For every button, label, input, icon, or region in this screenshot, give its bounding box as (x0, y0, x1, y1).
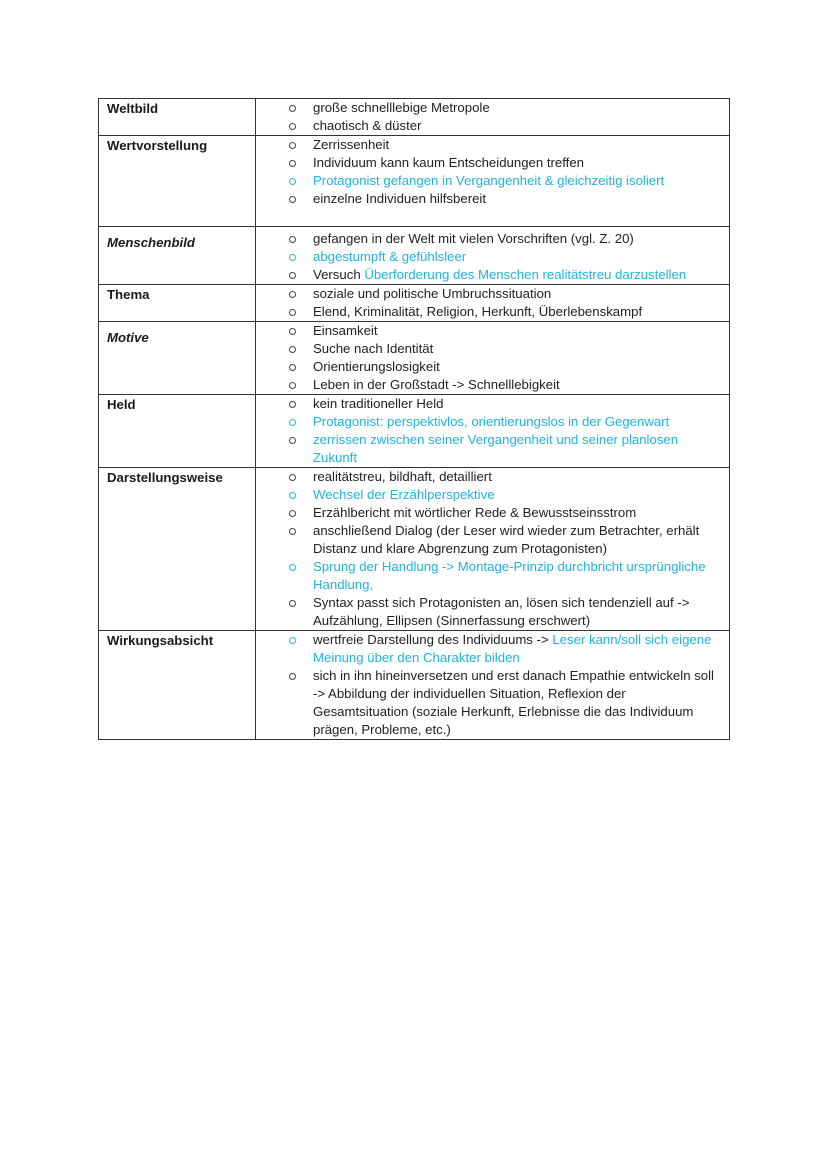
table-row-wertvorstellung (99, 136, 730, 227)
item-text: Erzählbericht mit wörtlicher Rede & Bewusstseinsstrom (313, 505, 637, 520)
row-content (256, 322, 730, 395)
bullet-list (256, 230, 721, 284)
circle-bullet-icon (289, 346, 296, 353)
list-item (256, 230, 721, 248)
row-content (256, 136, 730, 227)
circle-bullet-icon (289, 254, 296, 261)
circle-bullet-icon (289, 272, 296, 279)
row-label: Darstellungsweise (99, 468, 256, 631)
row-content (256, 468, 730, 631)
item-text: Orientierungslosigkeit (313, 359, 440, 374)
item-text: einzelne Individuen hilfsbereit (313, 191, 487, 206)
highlighted-text: Sprung der Handlung -> Montage-Prinzip durchbricht ursprüngliche Handlung, (313, 559, 706, 592)
row-content (256, 227, 730, 285)
circle-bullet-icon (289, 382, 296, 389)
row-label: Weltbild (99, 99, 256, 136)
bullet-list (256, 99, 721, 135)
list-item (256, 340, 721, 358)
circle-bullet-icon (289, 474, 296, 481)
row-label: Wirkungsabsicht (99, 631, 256, 740)
list-item (256, 358, 721, 376)
item-text: Zerrissenheit (313, 137, 390, 152)
item-text: sich in ihn hineinversetzen und erst danach Empathie entwickeln soll (313, 668, 714, 683)
highlighted-text: Leser kann/soll sich eigene Meinung über den Charakter bilden (313, 632, 712, 665)
row-label: Thema (99, 285, 256, 322)
item-text: Elend, Kriminalität, Religion, Herkunft, Überlebenskampf (313, 304, 643, 319)
circle-bullet-icon (289, 142, 296, 149)
list-item (256, 154, 721, 172)
circle-bullet-icon (289, 196, 296, 203)
list-item (256, 522, 721, 558)
list-item (256, 99, 721, 117)
list-item (256, 667, 721, 685)
row-label: Wertvorstellung (99, 136, 256, 227)
list-item (256, 504, 721, 522)
item-text: -> Abbildung der individuellen Situation, Reflexion der Gesamtsituation (soziale Herkunft, Erlebnisse die das Individuum prägen, Probleme, etc.) (313, 686, 694, 737)
circle-bullet-icon (289, 637, 296, 644)
circle-bullet-icon (289, 492, 296, 499)
bullet-list (256, 136, 721, 208)
highlighted-text: Überforderung des Menschen realitätstreu darzustellen (364, 267, 687, 282)
circle-bullet-icon (289, 600, 296, 607)
circle-bullet-icon (289, 309, 296, 316)
circle-bullet-icon (289, 437, 296, 444)
table-row-wirkungsabsicht (99, 631, 730, 740)
item-text: realitätstreu, bildhaft, detailliert (313, 469, 492, 484)
table-row-held (99, 395, 730, 468)
item-text: Suche nach Identität (313, 341, 434, 356)
list-item (256, 322, 721, 340)
table-row-thema (99, 285, 730, 322)
row-content (256, 395, 730, 468)
item-text: Individuum kann kaum Entscheidungen treffen (313, 155, 585, 170)
list-item (256, 558, 721, 594)
circle-bullet-icon (289, 178, 296, 185)
list-item (256, 594, 721, 630)
list-item (256, 395, 721, 413)
bullet-list (256, 395, 721, 467)
circle-bullet-icon (289, 123, 296, 130)
highlighted-text: Protagonist gefangen in Vergangenheit & gleichzeitig isoliert (313, 173, 665, 188)
circle-bullet-icon (289, 236, 296, 243)
table-row-darstellungsweise (99, 468, 730, 631)
list-item (256, 117, 721, 135)
bullet-list (256, 322, 721, 394)
item-text: Einsamkeit (313, 323, 378, 338)
list-item (256, 303, 721, 321)
circle-bullet-icon (289, 401, 296, 408)
circle-bullet-icon (289, 328, 296, 335)
circle-bullet-icon (289, 673, 296, 680)
circle-bullet-icon (289, 105, 296, 112)
list-item (256, 376, 721, 394)
list-item (256, 190, 721, 208)
item-text: große schnelllebige Metropole (313, 100, 490, 115)
item-text: Syntax passt sich Protagonisten an, lösen sich tendenziell auf -> Aufzählung, Ellipsen (Sinnerfassung erschwert) (313, 595, 690, 628)
list-item (256, 248, 721, 266)
row-content (256, 285, 730, 322)
item-text: soziale und politische Umbruchssituation (313, 286, 552, 301)
row-label: Motive (99, 322, 256, 395)
highlighted-text: abgestumpft & gefühlsleer (313, 249, 467, 264)
circle-bullet-icon (289, 510, 296, 517)
highlighted-text: Protagonist: perspektivlos, orientierungslos in der Gegenwart (313, 414, 670, 429)
item-text: Versuch (313, 267, 365, 282)
list-item (256, 431, 721, 467)
circle-bullet-icon (289, 528, 296, 535)
row-content (256, 631, 730, 740)
bullet-list (256, 285, 721, 321)
circle-bullet-icon (289, 160, 296, 167)
list-item (256, 266, 721, 284)
list-item (256, 285, 721, 303)
list-item (256, 631, 721, 667)
row-label: Menschenbild (99, 227, 256, 285)
continuation-text (256, 685, 721, 739)
item-text: Leben in der Großstadt -> Schnelllebigkeit (313, 377, 560, 392)
item-text: kein traditioneller Held (313, 396, 444, 411)
blank-line (256, 208, 721, 226)
bullet-list (256, 631, 721, 739)
circle-bullet-icon (289, 564, 296, 571)
analysis-table (98, 98, 730, 740)
highlighted-text: Wechsel der Erzählperspektive (313, 487, 495, 502)
item-text: wertfreie Darstellung des Individuums -> (313, 632, 553, 647)
item-text: gefangen in der Welt mit vielen Vorschriften (vgl. Z. 20) (313, 231, 634, 246)
item-text: anschließend Dialog (der Leser wird wieder zum Betrachter, erhält Distanz und klare Abgrenzung zum Protagonisten) (313, 523, 700, 556)
highlighted-text: zerrissen zwischen seiner Vergangenheit und seiner planlosen Zukunft (313, 432, 679, 465)
list-item (256, 172, 721, 190)
list-item (256, 413, 721, 431)
table-row-weltbild (99, 99, 730, 136)
row-content (256, 99, 730, 136)
circle-bullet-icon (289, 291, 296, 298)
list-item (256, 486, 721, 504)
list-item (256, 136, 721, 154)
circle-bullet-icon (289, 364, 296, 371)
list-item (256, 468, 721, 486)
row-label: Held (99, 395, 256, 468)
table-row-motive (99, 322, 730, 395)
bullet-list (256, 468, 721, 630)
circle-bullet-icon (289, 419, 296, 426)
item-text: chaotisch & düster (313, 118, 422, 133)
table-row-menschenbild (99, 227, 730, 285)
